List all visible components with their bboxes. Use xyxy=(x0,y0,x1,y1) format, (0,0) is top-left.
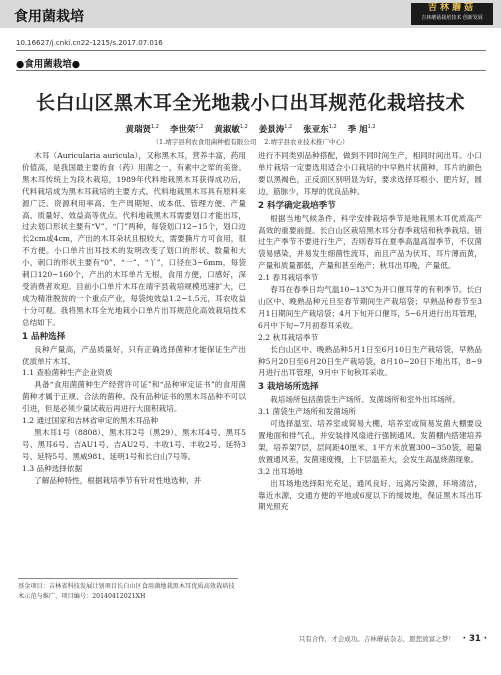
subheading: 2.2 秋耳栽培季节 xyxy=(258,332,319,342)
footer-slogan: 只有合作，才会成功。吉林蘑菇杂志，愿您致富之梦！ xyxy=(298,635,455,643)
affiliations xyxy=(0,137,501,146)
section-label: ●食用菌栽培● xyxy=(16,59,81,70)
author: 黄瑞贤$^{1,2}$ xyxy=(125,124,159,135)
author: 黄淑敏$^{1,2}$ xyxy=(214,124,248,135)
paragraph: 进行不同类别品种搭配，做到不同时间生产，相同时间出耳。小口单片栽培一定要选用适合小口栽培的中早熟片状菌种，耳片的颜色要以黑褐色，正反面区别明显为好，要求选择耳根小、肥片好，圆边，筋脉少，耳厚的优良品种。 xyxy=(258,151,482,196)
paragraph: 良种产量高，产品质量好，只有正确选择菌种才能保证生产出优质单片木耳。 xyxy=(22,344,246,366)
affiliation: 2.靖宇县农业技术推广中心） xyxy=(264,138,349,146)
left-column xyxy=(22,150,246,486)
heading: 2 科学确定栽培季节 xyxy=(258,200,336,211)
subheading: 3.1 菌袋生产场所和发菌场所 xyxy=(258,407,357,417)
article-title: 长白山区黑木耳全光地栽小口出耳规范化栽培技术 xyxy=(35,92,465,114)
paragraph: 栽培场所包括菌袋生产场所、发菌场所和室外出耳场所。 xyxy=(270,395,460,405)
author: 李世荣$^{1,2}$ xyxy=(169,124,204,135)
author: 姜景涛$^{1,2}$ xyxy=(258,124,293,135)
heading: 1 品种选择 xyxy=(22,331,66,342)
brand-logo xyxy=(411,3,493,25)
paragraph: 出耳场地选择阳光充足、通风良好、远离污染源，环境清洁，靠近水源，交通方便的平地或6度以下的缓坡地，保证黑木耳出耳期光照充 xyxy=(258,478,482,512)
subheading: 1.2 通过国家和吉林省审定的黑木耳品种 xyxy=(22,416,158,426)
brand-sub: 吉林蘑菇栽培技术 创新发展 xyxy=(421,15,483,21)
funding-text: 基金项目：吉林省科技发展计划项目长白山区食用菌地栽黑木耳优质高效栽培技术示范与推广，项目编号：20140412021XH xyxy=(18,583,235,600)
journal-title: 食用菌栽培 xyxy=(14,9,84,25)
subheading: 2.1 春耳栽培季节 xyxy=(258,273,319,283)
doi: 10.16627/j.cnki.cn22-1215/s.2017.07.016 xyxy=(16,39,163,47)
paragraph: 了解品种特性，根据栽培季节有针对性地选种，并 xyxy=(34,475,202,485)
brand-name: 吉林蘑菇 xyxy=(427,3,476,13)
affiliation: （1.靖宇县利农食用菌种植有限公司 xyxy=(152,138,257,146)
right-column xyxy=(258,150,482,513)
subheading: 3.2 出耳场地 xyxy=(258,466,303,476)
section-divider xyxy=(16,70,486,71)
paragraph: 春耳在春季日均气温10~13℃为开口催耳芽的有利季节。长白山区中、晚熟品种元旦至春节期间生产栽培袋；早熟品种春节至3月1日期间生产栽培袋；4月下旬开口催耳，5~6月进行出耳管理，6月中下旬~7月初春耳采收。 xyxy=(258,285,482,330)
subheading: 1.3 品种选择依据 xyxy=(22,463,83,473)
author: 季 旭$^{1,2}$ xyxy=(347,124,376,135)
header-divider xyxy=(16,50,486,51)
paragraph: 可选择温室、培养室或简易大棚，培养室或简易发菌大棚要设置地面和排气孔，并安装排风扇进行强制通风。发菌棚内搭建培养架，培养架7层，层间距40厘米，1平方米放置300~350袋，超量放置通风差，发菌速度慢，上下层温差大，会发生高温烧菌现象。 xyxy=(258,419,482,464)
author-list xyxy=(0,123,501,135)
subheading: 1.1 查验菌种生产企业资质 xyxy=(22,368,113,378)
page-footer xyxy=(299,634,487,644)
page-number: · 31 · xyxy=(462,634,487,644)
paragraph: 具备“食用菌菌种生产经营许可证”和“品种审定证书”的食用菌菌种才属于正规、合法的菌种。没有品种证书的黑木耳品种不可以引进，但是必须少量试栽后再进行大面积栽培。 xyxy=(22,380,246,414)
funding-note xyxy=(18,578,238,602)
heading: 3 栽培场所选择 xyxy=(258,382,319,393)
author: 张亚东$^{1,2}$ xyxy=(303,124,337,135)
paragraph: 根据当地气候条件，科学安排栽培季节是地栽黑木耳优质高产高效的重要前提。长白山区栽培黑木耳分春季栽培和秋季栽培。错过生产季节不要进行生产，否则春耳在夏季高温高湿季节，不仅菌袋易感染，并易发生细菌性流耳，而且产品为伏耳，耳片薄而黄，产量和质量都低，产量和甚至绝产；秋耳出耳晚，产量低。 xyxy=(258,213,482,271)
paragraph: 黑木耳1号（8808）、黑木耳2号（黑29）、黑木耳4号、黑耳5号、黑耳6号、吉AU1号、吉AU2号、丰收1号、丰收2号、延特3号、延特5号、黑威981、延明1号和长白山7号等。 xyxy=(22,427,246,461)
paragraph: 木耳（Auricularia auricula），又称黑木耳，营养丰富，药用价值高，是我国最主要的食（药）用菌之一，有素中之荤的美誉。黑木耳传统上为段木栽培，1989年代料地栽黑木耳获得成功后，代料栽培成为黑木耳栽培的主要方式。代料地栽黑木耳具有原料来源广泛、资源利用率高、生产周期短、成本低、管理方便、产量高、质量好、效益高等优点。代料地栽黑木耳需要划口才能出耳，过去划口形状主要有“V”、“门”两种，每袋划口12~15个，划口边长2cm或4cm，产出的木耳朵状且根较大，需要撕片方可食用，很不方便。小口单片出耳技术的发明改变了划口的形状、数量和大小，刺口的形状主要有“0”、“一”、“丫”，口径在3~6mm，每袋刺口120~160个，产出的木耳单片无根，食用方便，口感好，深受消费者欢迎。目前小口单片木耳在靖宇县栽培规模迅速扩大，已成为精准脱贫的一个重点产业，每袋纯效益1.2~1.5元，耳农收益十分可观。我将黑木耳全光地栽小口单片出耳规范化高效栽培技术总结如下。 xyxy=(22,151,246,327)
paragraph: 长白山区中、晚熟品种5月1日至6月10日生产栽培袋，早熟品种5月20日至6月20日生产栽培袋，8月10~20日下地出耳，8~9月进行出耳管理，9月中下旬秋耳采收。 xyxy=(258,344,482,378)
